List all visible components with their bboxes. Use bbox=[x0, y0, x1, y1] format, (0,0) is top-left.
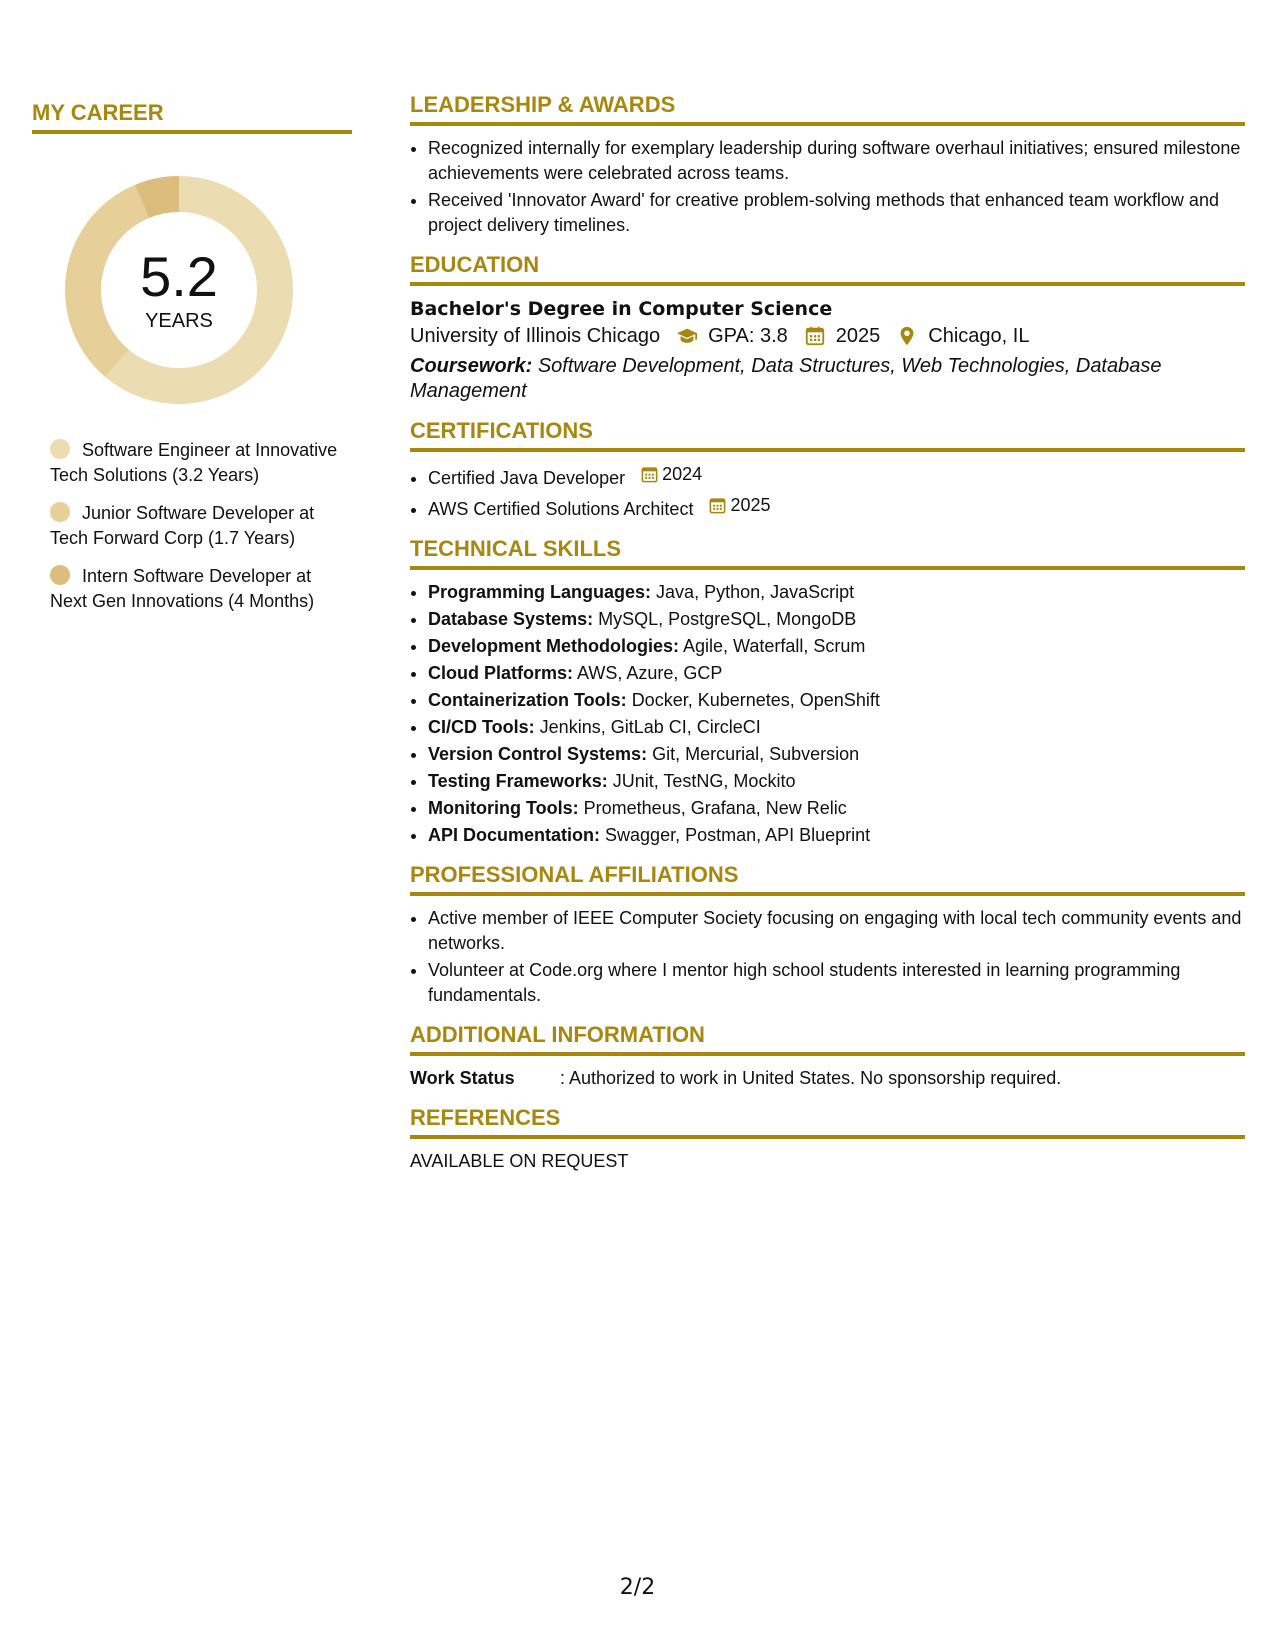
list-item bbox=[428, 661, 1245, 686]
coursework-label: Coursework: bbox=[410, 355, 533, 377]
list-item bbox=[428, 715, 1245, 740]
skill-value: Agile, Waterfall, Scrum bbox=[683, 636, 866, 656]
work-status-label: Work Status bbox=[410, 1068, 515, 1088]
skill-value: Swagger, Postman, API Blueprint bbox=[605, 825, 871, 845]
work-status-value: : Authorized to work in United States. No sponsorship required. bbox=[560, 1068, 1062, 1088]
cert-date bbox=[708, 493, 770, 518]
legend-item bbox=[50, 501, 340, 551]
affiliations-title: PROFESSIONAL AFFILIATIONS bbox=[410, 862, 1245, 896]
certifications-list bbox=[410, 462, 1245, 522]
skill-value: Git, Mercurial, Subversion bbox=[652, 744, 860, 764]
list-item bbox=[428, 493, 1245, 522]
school-location: Chicago, IL bbox=[928, 325, 1030, 347]
degree-name: Bachelor's Degree in Computer Science bbox=[410, 298, 833, 320]
list-item: • Volunteer at Code.org where I mentor high school students interested in learning programming fundamentals. bbox=[428, 958, 1245, 1008]
skill-value: Jenkins, GitLab CI, CircleCI bbox=[539, 717, 761, 737]
career-sidebar bbox=[32, 92, 352, 627]
skill-value: Docker, Kubernetes, OpenShift bbox=[631, 690, 880, 710]
legend-label: Intern Software Developer at Next Gen Innovations (4 Months) bbox=[50, 566, 315, 611]
skill-label: Containerization Tools: bbox=[428, 690, 627, 710]
legend-dot bbox=[50, 439, 70, 459]
career-legend bbox=[50, 438, 340, 614]
leadership-section bbox=[410, 92, 1245, 238]
certifications-section bbox=[410, 418, 1245, 522]
cert-date bbox=[640, 462, 702, 487]
list-item bbox=[428, 688, 1245, 713]
career-title: MY CAREER bbox=[32, 100, 352, 134]
leadership-title: LEADERSHIP & AWARDS bbox=[410, 92, 1245, 126]
graduation-year: 2025 bbox=[835, 325, 881, 347]
list-item: • Recognized internally for exemplary leadership during software overhaul initiatives; ensured milestone achievements were celebrated across teams. bbox=[428, 136, 1245, 186]
list-item: • Active member of IEEE Computer Society focusing on engaging with local tech community events and networks. bbox=[428, 906, 1245, 956]
skill-label: Monitoring Tools: bbox=[428, 798, 579, 818]
skill-label: Database Systems: bbox=[428, 609, 594, 629]
affiliations-list bbox=[410, 906, 1245, 1008]
references-title: REFERENCES bbox=[410, 1105, 1245, 1139]
coursework-list: Software Development, Data Structures, Web Technologies, Database Management bbox=[410, 355, 1162, 402]
skill-label: Programming Languages: bbox=[428, 582, 652, 602]
legend-label: Junior Software Developer at Tech Forward Corp (1.7 Years) bbox=[50, 503, 315, 548]
list-item bbox=[428, 634, 1245, 659]
resume-main bbox=[410, 92, 1245, 1188]
skill-label: Version Control Systems: bbox=[428, 744, 648, 764]
skill-label: API Documentation: bbox=[428, 825, 601, 845]
skills-list bbox=[410, 580, 1245, 848]
education-title: EDUCATION bbox=[410, 252, 1245, 286]
cert-name: Certified Java Developer bbox=[428, 468, 626, 488]
additional-title: ADDITIONAL INFORMATION bbox=[410, 1022, 1245, 1056]
references-text: AVAILABLE ON REQUEST bbox=[410, 1151, 629, 1171]
calendar-icon bbox=[804, 325, 826, 347]
leadership-list bbox=[410, 136, 1245, 238]
skill-label: Development Methodologies: bbox=[428, 636, 680, 656]
skill-value: JUnit, TestNG, Mockito bbox=[612, 771, 796, 791]
total-years-unit: YEARS bbox=[145, 310, 213, 332]
donut-center bbox=[65, 176, 293, 404]
legend-dot bbox=[50, 565, 70, 585]
coursework bbox=[410, 354, 1245, 404]
career-donut-chart bbox=[65, 176, 293, 404]
work-status-row bbox=[410, 1066, 1245, 1091]
list-item bbox=[428, 796, 1245, 821]
skill-label: CI/CD Tools: bbox=[428, 717, 535, 737]
skill-value: Java, Python, JavaScript bbox=[656, 582, 855, 602]
list-item bbox=[428, 462, 1245, 491]
legend-item bbox=[50, 564, 340, 614]
skill-label: Cloud Platforms: bbox=[428, 663, 574, 683]
skill-value: Prometheus, Grafana, New Relic bbox=[583, 798, 847, 818]
education-section bbox=[410, 252, 1245, 404]
skill-value: AWS, Azure, GCP bbox=[577, 663, 723, 683]
graduation-cap-icon bbox=[676, 325, 698, 347]
skills-section bbox=[410, 536, 1245, 848]
list-item bbox=[428, 769, 1245, 794]
cert-year: 2025 bbox=[730, 495, 771, 515]
list-item bbox=[428, 823, 1245, 848]
calendar-icon bbox=[640, 465, 659, 484]
location-pin-icon bbox=[896, 325, 918, 347]
page-number: 2/2 bbox=[619, 1575, 656, 1600]
references-section bbox=[410, 1105, 1245, 1174]
list-item: • Received 'Innovator Award' for creative problem-solving methods that enhanced team workflow and project delivery timelines. bbox=[428, 188, 1245, 238]
school-name: University of Illinois Chicago bbox=[410, 325, 661, 347]
certifications-title: CERTIFICATIONS bbox=[410, 418, 1245, 452]
total-years-value: 5.2 bbox=[140, 245, 218, 308]
list-item bbox=[428, 607, 1245, 632]
legend-item bbox=[50, 438, 340, 488]
cert-year: 2024 bbox=[662, 464, 703, 484]
additional-section bbox=[410, 1022, 1245, 1091]
legend-dot bbox=[50, 502, 70, 522]
skill-value: MySQL, PostgreSQL, MongoDB bbox=[598, 609, 857, 629]
education-details bbox=[410, 322, 1245, 350]
list-item bbox=[428, 742, 1245, 767]
list-item bbox=[428, 580, 1245, 605]
calendar-icon bbox=[708, 496, 727, 515]
skills-title: TECHNICAL SKILLS bbox=[410, 536, 1245, 570]
skill-label: Testing Frameworks: bbox=[428, 771, 608, 791]
affiliations-section bbox=[410, 862, 1245, 1008]
cert-name: AWS Certified Solutions Architect bbox=[428, 499, 694, 519]
legend-label: Software Engineer at Innovative Tech Solutions (3.2 Years) bbox=[50, 440, 338, 485]
gpa-value: GPA: 3.8 bbox=[708, 325, 788, 347]
